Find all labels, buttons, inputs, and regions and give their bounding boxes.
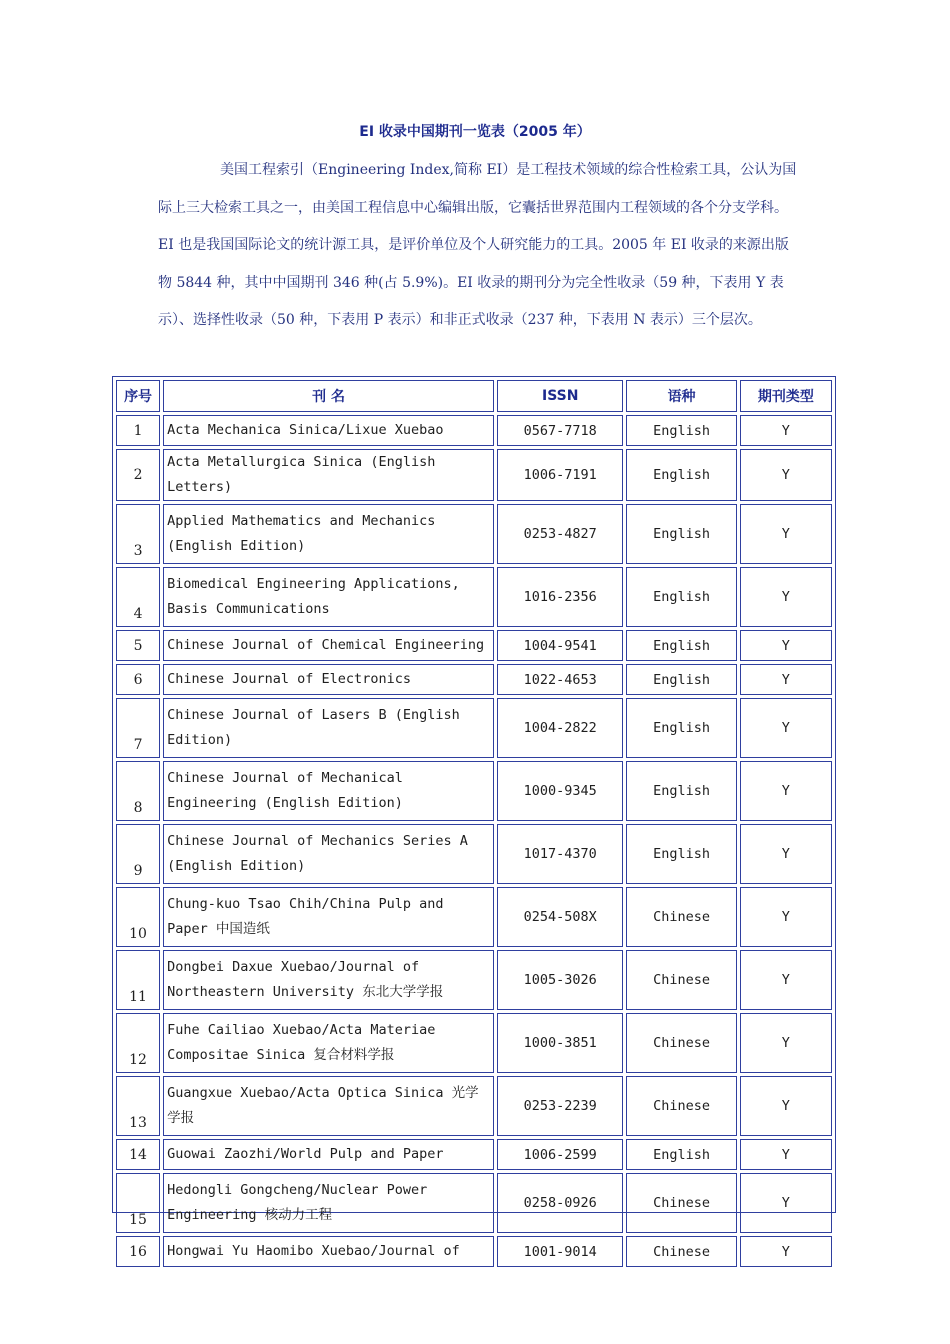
cell-journal-name: Hedongli Gongcheng/Nuclear Power Engineering 核动力工程 [163, 1173, 494, 1233]
table-row [116, 824, 832, 884]
cell-journal-name: Chung-kuo Tsao Chih/China Pulp and Paper 中国造纸 [163, 887, 494, 947]
cell-serial-number: 10 [116, 887, 160, 947]
cell-issn: 1000-3851 [497, 1013, 623, 1073]
cell-journal-type: Y [740, 1076, 832, 1136]
cell-journal-name: Chinese Journal of Mechanics Series A (English Edition) [163, 824, 494, 884]
cell-journal-type: Y [740, 567, 832, 627]
cell-issn: 0253-2239 [497, 1076, 623, 1136]
cell-serial-number: 7 [116, 698, 160, 758]
cell-language: Chinese [626, 1173, 736, 1233]
cell-journal-type: Y [740, 630, 832, 661]
cell-language: Chinese [626, 887, 736, 947]
table-row [116, 1173, 832, 1233]
cell-issn: 1005-3026 [497, 950, 623, 1010]
cell-language: English [626, 664, 736, 695]
table-row [116, 504, 832, 564]
cell-issn: 0254-508X [497, 887, 623, 947]
cell-journal-type: Y [740, 504, 832, 564]
cell-journal-type: Y [740, 1139, 832, 1170]
cell-issn: 1004-9541 [497, 630, 623, 661]
cell-journal-name: Chinese Journal of Mechanical Engineering (English Edition) [163, 761, 494, 821]
table-row [116, 1236, 832, 1267]
header-language: 语种 [626, 380, 736, 412]
cell-journal-name: Applied Mathematics and Mechanics (English Edition) [163, 504, 494, 564]
cell-language: Chinese [626, 1236, 736, 1267]
cell-journal-type: Y [740, 449, 832, 501]
cell-issn: 1001-9014 [497, 1236, 623, 1267]
cell-journal-name: Fuhe Cailiao Xuebao/Acta Materiae Compositae Sinica 复合材料学报 [163, 1013, 494, 1073]
cell-serial-number: 14 [116, 1139, 160, 1170]
cell-language: English [626, 698, 736, 758]
cell-language: English [626, 824, 736, 884]
cell-journal-name: Biomedical Engineering Applications, Basis Communications [163, 567, 494, 627]
cell-serial-number: 3 [116, 504, 160, 564]
cell-issn: 1022-4653 [497, 664, 623, 695]
cell-issn: 0567-7718 [497, 415, 623, 446]
cell-journal-type: Y [740, 415, 832, 446]
cell-journal-name: Acta Mechanica Sinica/Lixue Xuebao [163, 415, 494, 446]
cell-journal-name: Acta Metallurgica Sinica (English Letters) [163, 449, 494, 501]
cell-language: Chinese [626, 1013, 736, 1073]
cell-language: English [626, 504, 736, 564]
cell-serial-number: 16 [116, 1236, 160, 1267]
table-row [116, 664, 832, 695]
cell-journal-name: Chinese Journal of Chemical Engineering [163, 630, 494, 661]
cell-journal-type: Y [740, 887, 832, 947]
cell-journal-type: Y [740, 761, 832, 821]
journal-table [113, 377, 835, 1270]
intro-text: 美国工程索引（Engineering Index,简称 EI）是工程技术领域的综合性检索工具，公认为国际上三大检索工具之一，由美国工程信息中心编辑出版，它囊括世界范围内工程领域的各个分支学科。EI 也是我国国际论文的统计源工具，是评价单位及个人研究能力的工具。2005 年 EI 收录的来源出版物 5844 种，其中中国期刊 346 种(占 5.9%)。EI 收录的期刊分为完全性收录（59 种，下表用 Y 表示）、选择性收录（50 种，下表用 P 表示）和非正式收录（237 种，下表用 N 表示）三个层次。 [158, 162, 797, 328]
cell-serial-number: 9 [116, 824, 160, 884]
cell-journal-name: Chinese Journal of Electronics [163, 664, 494, 695]
cell-journal-name: Guangxue Xuebao/Acta Optica Sinica 光学学报 [163, 1076, 494, 1136]
table-row [116, 630, 832, 661]
cell-journal-type: Y [740, 1013, 832, 1073]
cell-issn: 0253-4827 [497, 504, 623, 564]
table-body [116, 415, 832, 1267]
table-row [116, 887, 832, 947]
header-no: 序号 [116, 380, 160, 412]
cell-journal-type: Y [740, 698, 832, 758]
table-row [116, 449, 832, 501]
cell-journal-type: Y [740, 950, 832, 1010]
cell-serial-number: 15 [116, 1173, 160, 1233]
cell-issn: 1016-2356 [497, 567, 623, 627]
cell-language: English [626, 415, 736, 446]
cell-journal-type: Y [740, 1173, 832, 1233]
cell-language: English [626, 761, 736, 821]
cell-language: English [626, 630, 736, 661]
header-name: 刊 名 [163, 380, 494, 412]
cell-issn: 1017-4370 [497, 824, 623, 884]
header-issn: ISSN [497, 380, 623, 412]
intro-paragraph [158, 152, 798, 340]
cell-journal-name: Guowai Zaozhi/World Pulp and Paper [163, 1139, 494, 1170]
cell-issn: 1006-2599 [497, 1139, 623, 1170]
cell-issn: 1004-2822 [497, 698, 623, 758]
cell-serial-number: 6 [116, 664, 160, 695]
cell-journal-name: Chinese Journal of Lasers B (English Edition) [163, 698, 494, 758]
table-row [116, 950, 832, 1010]
table-row [116, 761, 832, 821]
table-row [116, 698, 832, 758]
cell-language: English [626, 1139, 736, 1170]
cell-issn: 1006-7191 [497, 449, 623, 501]
cell-language: Chinese [626, 1076, 736, 1136]
cell-issn: 0258-0926 [497, 1173, 623, 1233]
cell-serial-number: 13 [116, 1076, 160, 1136]
cell-journal-type: Y [740, 824, 832, 884]
page-title: EI 收录中国期刊一览表（2005 年） [359, 124, 591, 140]
table-row [116, 1076, 832, 1136]
cell-serial-number: 1 [116, 415, 160, 446]
table-header-row [116, 380, 832, 412]
table-row [116, 567, 832, 627]
cell-serial-number: 8 [116, 761, 160, 821]
table-row [116, 1013, 832, 1073]
cell-language: Chinese [626, 950, 736, 1010]
table-row [116, 1139, 832, 1170]
table-row [116, 415, 832, 446]
cell-journal-type: Y [740, 664, 832, 695]
header-type: 期刊类型 [740, 380, 832, 412]
cell-language: English [626, 567, 736, 627]
cell-language: English [626, 449, 736, 501]
journal-table-frame [112, 376, 836, 1260]
cell-serial-number: 12 [116, 1013, 160, 1073]
cell-serial-number: 2 [116, 449, 160, 501]
cell-serial-number: 11 [116, 950, 160, 1010]
cell-serial-number: 5 [116, 630, 160, 661]
cell-issn: 1000-9345 [497, 761, 623, 821]
cell-serial-number: 4 [116, 567, 160, 627]
cell-journal-name: Dongbei Daxue Xuebao/Journal of Northeastern University 东北大学学报 [163, 950, 494, 1010]
cell-journal-type: Y [740, 1236, 832, 1267]
cell-journal-name: Hongwai Yu Haomibo Xuebao/Journal of [163, 1236, 494, 1267]
